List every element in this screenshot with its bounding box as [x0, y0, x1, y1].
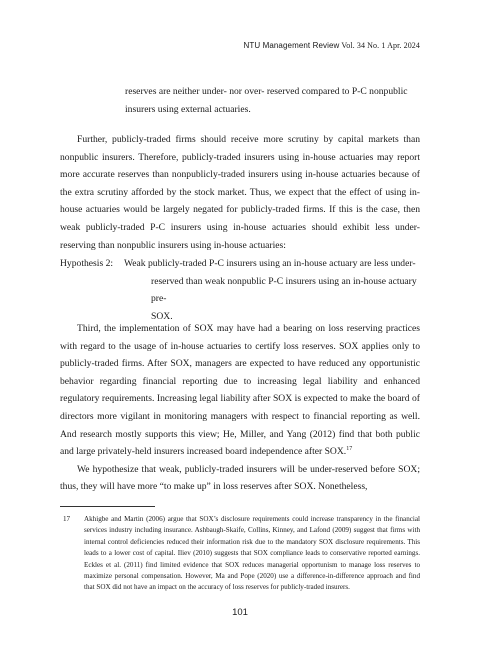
paragraph-2-text: Third, the implementation of SOX may have had a bearing on loss reserving practices with regard to the usage of in-house actuaries to certify loss reserves. SOX applies only to publicly-traded firms. After SOX, managers are expected to have reduced any opportunistic behavior regarding financial reporting due to increasing legal liability and enhanced regulatory requirements. Increasing legal liability after SOX is expected to make the board of directors more vigilant in monitoring managers with respect to financial reporting as well. And research mostly supports this view; He, Miller, and Yang (2012) find that both public and large privately-held insurers increased board independence after SOX.: [60, 323, 420, 458]
hypothesis-line-2: reserved than weak nonpublic P-C insurers using an in-house actuary pre-: [151, 275, 417, 305]
footnote-text: Akhigbe and Martin (2006) argue that SOX’s disclosure requirements could increase transparency in the financial services industry including insurance. Ashbaugh-Skaife, Collins, Kinney, and Lafond (2009) suggest that firms with internal control deficiencies reduced their information risk due to the mandatory SOX disclosure requirements. This leads to a lower cost of capital. Iliev (2010) suggests that SOX compliance leads to conservative reported earnings. Eckles et al. (2011) find limited evidence that SOX reduces managerial opportunism to manage loss reserves to maximize personal compensation. However, Ma and Pope (2020) use a difference-in-difference approach and find that SOX did not have an impact on the accuracy of loss reserves for publicly-traded insurers.: [84, 515, 420, 592]
journal-name: NTU Management Review: [243, 41, 340, 50]
footnote-divider: [60, 506, 155, 507]
continuation-paragraph: reserves are neither under- nor over- reserved compared to P-C nonpublic insurers using external actuaries.: [125, 86, 408, 115]
paragraph-1: Further, publicly-traded firms should receive more scrutiny by capital markets than nonpublic insurers. Therefore, publicly-traded insurers using in-house actuaries may report more accurate reserves than nonpublicly-traded insurers using in-house actuaries because of the extra scrutiny afforded by the stock market. Thus, we expect that the effect of using in-house actuaries would be largely negated for publicly-traded firms. If this is the case, then weak publicly-traded P-C insurers using in-house actuaries should exhibit less under-reserving than nonpublic insurers using in-house actuaries:: [60, 134, 420, 251]
running-header: [244, 41, 421, 50]
hypothesis-line-1: Weak publicly-traded P-C insurers using an in-house actuary are less under-: [124, 258, 416, 269]
paragraph-1-block: [60, 131, 420, 254]
hypothesis-label: Hypothesis 2:: [60, 258, 114, 269]
footnote-17: [60, 514, 420, 594]
continuation-text: [125, 83, 420, 118]
paragraph-3: We hypothesize that weak, publicly-traded insurers will be under-reserved before SOX; thus, they will have more “to make up” in loss reserves after SOX. Nonetheless,: [60, 463, 420, 493]
footnote-marker: 17: [346, 445, 353, 452]
hypothesis-line-3: SOX.: [151, 310, 173, 322]
footnote-number: 17: [63, 515, 71, 523]
journal-issue: Vol. 34 No. 1 Apr. 2024: [341, 41, 420, 50]
page-number: 101: [232, 607, 248, 618]
paragraph-2-block: [60, 320, 420, 496]
hypothesis-text: [124, 255, 420, 325]
paragraph-2: [60, 320, 420, 461]
